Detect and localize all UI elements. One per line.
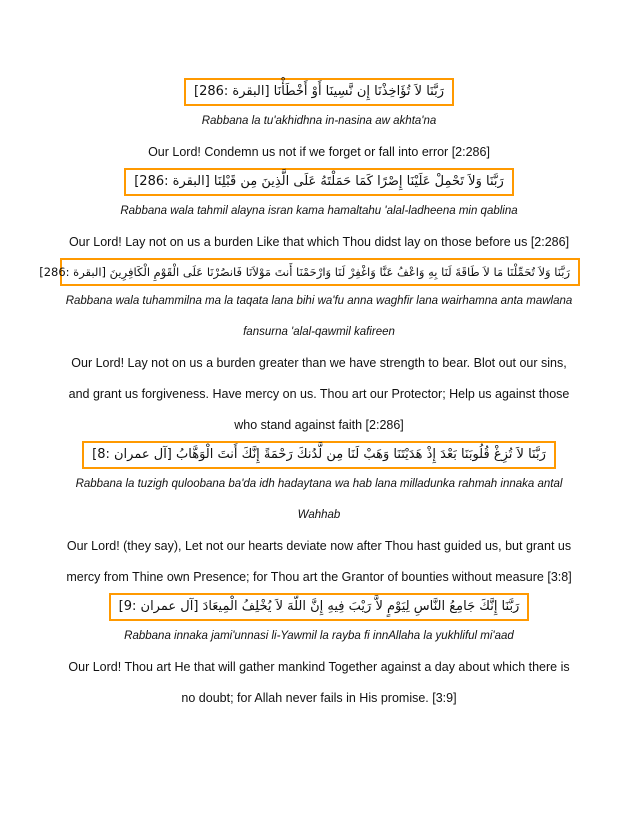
arabic-verse-box: رَبَّنَا لاَ تُؤَاخِذْنَا إِن نَّسِينَا أَوْ أَخْطَأْنَا [البقرة :286] — [184, 78, 454, 106]
arabic-verse-box: رَبَّنَا وَلاَ تَحْمِلْ عَلَيْنَا إِصْرًا كَمَا حَمَلْتَهُ عَلَى الَّذِينَ مِن قَبْلِنَا [البقرة :286] — [124, 168, 514, 196]
prayer-block-5 — [60, 593, 578, 714]
prayer-block-3 — [39, 258, 578, 441]
translation-text: Our Lord! Lay not on us a burden Like that which Thou didst lay on those before us [2:286] — [68, 235, 570, 249]
translation-text: Our Lord! Thou art He that will gather mankind Together against a day about which there is no doubt; for Allah never fails in His promise. [3:9] — [68, 660, 570, 705]
translation-text: Our Lord! (they say), Let not our hearts deviate now after Thou hast guided us, but grant us mercy from Thine own Presence; for Thou art the Grantor of bounties without measure [3:8] — [66, 539, 572, 584]
prayer-block-2 — [60, 168, 578, 258]
transliteration-text: Rabbana wala tuhammilna ma la taqata lana bihi wa'fu anna waghfir lana wairhamna anta mawlana fansurna 'alal-qawmil kafireen — [65, 295, 573, 338]
transliteration-text: Rabbana la tuzigh quloobana ba'da idh hadaytana wa hab lana milladunka rahmah innaka antal Wahhab — [75, 478, 563, 521]
arabic-verse-box: رَبَّنَا وَلاَ تُحَمِّلْنَا مَا لاَ طَاقَةَ لَنَا بِهِ وَاعْفُ عَنَّا وَاغْفِرْ لَنَا وَارْحَمْنَا أَنتَ مَوْلاَنَا فَانصُرْنَا عَلَى الْقَوْمِ الْكَافِرِينَ [البقرة :286] — [60, 258, 580, 286]
transliteration-text: Rabbana innaka jami'unnasi li-Yawmil la rayba fi innAllaha la yukhliful mi'aad — [124, 630, 514, 642]
prayer-block-4 — [60, 441, 578, 593]
arabic-verse-box: رَبَّنَا إِنَّكَ جَامِعُ النَّاسِ لِيَوْمٍ لاَّ رَيْبَ فِيهِ إِنَّ اللّهَ لاَ يُخْلِفُ الْمِيعَادَ [آل عمران :9] — [109, 593, 530, 621]
arabic-verse-box: رَبَّنَا لاَ تُزِغْ قُلُوبَنَا بَعْدَ إِذْ هَدَيْتَنَا وَهَبْ لَنَا مِن لَّدُنكَ رَحْمَةً إِنَّكَ أَنتَ الْوَهَّابُ [آل عمران :8] — [82, 441, 556, 469]
prayer-block-1 — [60, 78, 578, 168]
transliteration-text: Rabbana la tu'akhidhna in-nasina aw akhta'na — [201, 115, 437, 127]
translation-text: Our Lord! Condemn us not if we forget or fall into error [2:286] — [148, 145, 490, 159]
translation-text: Our Lord! Lay not on us a burden greater than we have strength to bear. Blot out our sins, and grant us forgiveness. Have mercy on us. Thou art our Protector; Help us against those who stand against faith [2:286] — [68, 356, 570, 432]
transliteration-text: Rabbana wala tahmil alayna isran kama hamaltahu 'alal-ladheena min qablina — [120, 205, 518, 217]
document-page — [39, 78, 578, 714]
